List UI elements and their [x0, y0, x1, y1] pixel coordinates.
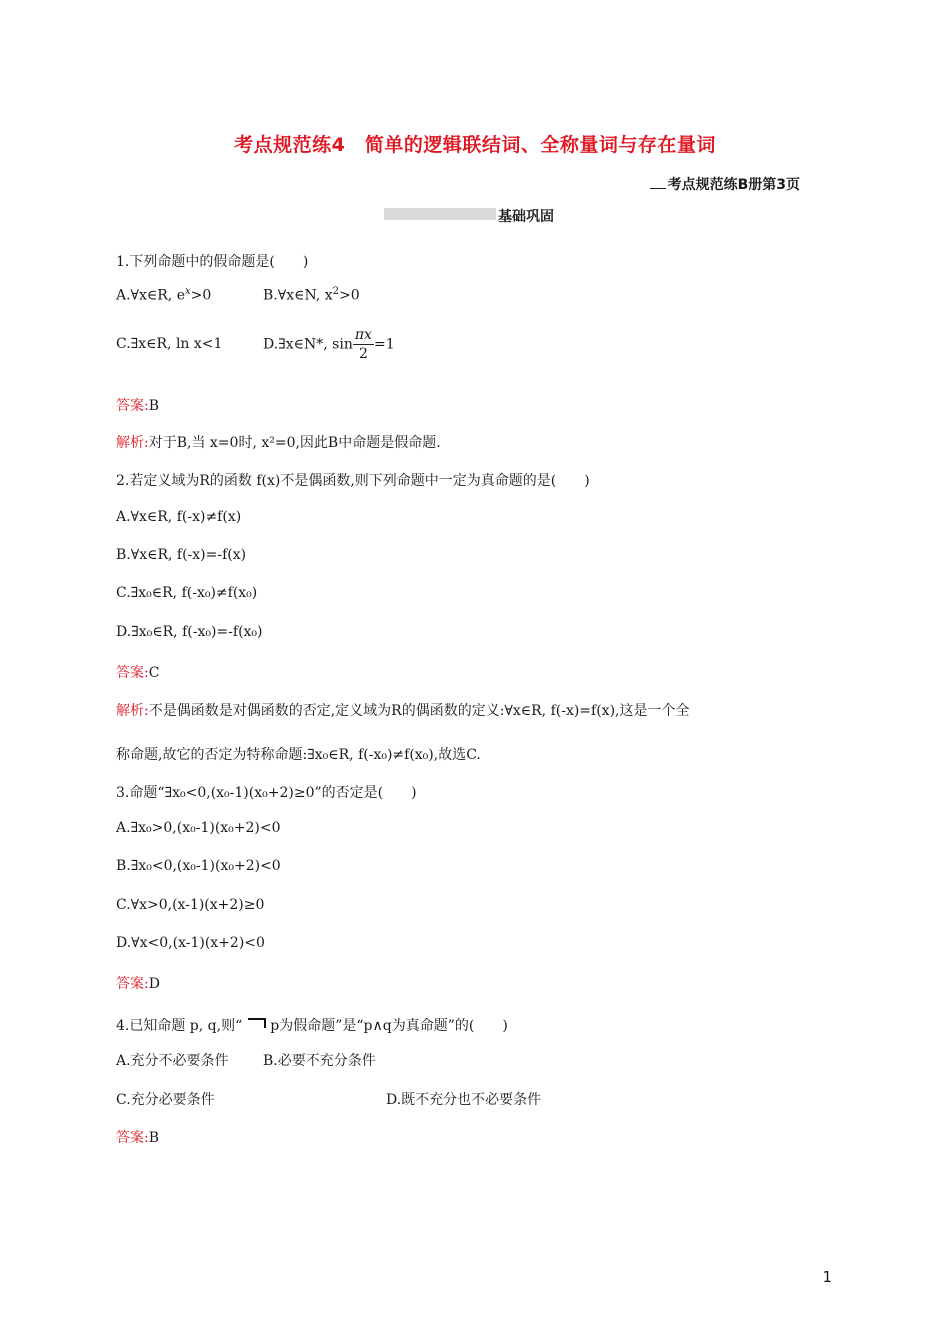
q2-option-c: C.∃x₀∈R, f(-x₀)≠f(x₀) — [116, 585, 258, 601]
page-number: 1 — [822, 1268, 832, 1286]
q4-answer-label: 答案: — [116, 1130, 149, 1146]
q4-stem — [116, 1015, 508, 1035]
q2-option-a: A.∀x∈R, f(-x)≠f(x) — [116, 509, 242, 525]
q4-stem-b: p为假命题”是“p∧q为真命题”的( ) — [270, 1018, 508, 1034]
q4-option-a: A.充分不必要条件 — [116, 1053, 229, 1069]
page-title: 考点规范练4 简单的逻辑联结词、全称量词与存在量词 — [234, 134, 716, 156]
q1-fraction — [353, 326, 374, 363]
q3-answer-value: D — [148, 976, 160, 992]
q3-option-a: A.∃x₀>0,(x₀-1)(x₀+2)<0 — [116, 820, 281, 836]
q1-stem: 1.下列命题中的假命题是( ) — [116, 254, 309, 270]
q2-answer-value: C — [148, 665, 160, 681]
q2-option-b: B.∀x∈R, f(-x)=-f(x) — [116, 547, 247, 563]
q1-option-b-tail: >0 — [338, 287, 360, 304]
q4-option-b: B.必要不充分条件 — [263, 1053, 376, 1069]
q1-option-d-text: D.∃x∈N*, sin — [263, 336, 353, 353]
q3-option-d: D.∀x<0,(x-1)(x+2)<0 — [116, 935, 265, 951]
q1-option-d-tail: =1 — [373, 336, 395, 353]
q4-option-d: D.既不充分也不必要条件 — [386, 1092, 542, 1108]
q1-option-b — [263, 286, 360, 304]
q4-option-c: C.充分必要条件 — [116, 1092, 215, 1108]
q3-answer-label: 答案: — [116, 976, 149, 992]
q1-answer-label: 答案: — [116, 398, 149, 414]
q4-stem-a: 4.已知命题 p, q,则“ — [116, 1018, 243, 1034]
underline-mark — [650, 176, 666, 189]
q4-answer — [116, 1127, 159, 1147]
q2-analysis-cont: 称命题,故它的否定为特称命题:∃x₀∈R, f(-x₀)≠f(x₀),故选C. — [116, 747, 481, 763]
q2-analysis — [116, 700, 690, 720]
q1-option-b-sup: 2 — [332, 286, 339, 297]
q3-answer — [116, 973, 160, 993]
q2-answer-label: 答案: — [116, 665, 149, 681]
book-reference-text: 考点规范练B册第3页 — [667, 177, 800, 193]
q1-analysis — [116, 432, 441, 452]
q4-answer-value: B — [148, 1130, 160, 1146]
q1-analysis-label: 解析: — [116, 435, 149, 451]
q3-stem: 3.命题“∃x₀<0,(x₀-1)(x₀+2)≥0”的否定是( ) — [116, 785, 417, 801]
q3-option-b: B.∃x₀<0,(x₀-1)(x₀+2)<0 — [116, 858, 281, 874]
q1-option-a-tail: >0 — [190, 287, 212, 304]
q2-option-d: D.∃x₀∈R, f(-x₀)=-f(x₀) — [116, 624, 263, 640]
q3-option-c: C.∀x>0,(x-1)(x+2)≥0 — [116, 897, 265, 913]
q1-option-a-sup: x — [185, 286, 191, 297]
q1-fraction-denominator: 2 — [358, 346, 368, 362]
section-bar — [384, 208, 496, 220]
q1-answer-value: B — [148, 398, 160, 414]
q2-analysis-text-1: 不是偶函数是对偶函数的否定,定义域为R的偶函数的定义:∀x∈R, f(-x)=f(x),这是一个全 — [148, 703, 690, 719]
q1-fraction-numerator: πx — [354, 327, 372, 343]
q1-option-d — [263, 326, 395, 363]
q2-answer — [116, 662, 159, 682]
q1-option-c: C.∃x∈R, ln x<1 — [116, 336, 223, 352]
negation-symbol-icon — [248, 1018, 266, 1028]
q2-analysis-label: 解析: — [116, 703, 149, 719]
q1-option-b-text: B.∀x∈N, x — [263, 287, 333, 304]
q1-option-a — [116, 286, 211, 304]
section-heading: 基础巩固 — [498, 209, 554, 225]
q1-analysis-text: 对于B,当 x=0时, x²=0,因此B中命题是假命题. — [148, 435, 441, 451]
q1-option-a-text: A.∀x∈R, e — [116, 287, 185, 304]
q1-answer — [116, 395, 159, 415]
book-reference — [650, 174, 800, 194]
q2-stem: 2.若定义域为R的函数 f(x)不是偶函数,则下列命题中一定为真命题的是( ) — [116, 473, 590, 489]
